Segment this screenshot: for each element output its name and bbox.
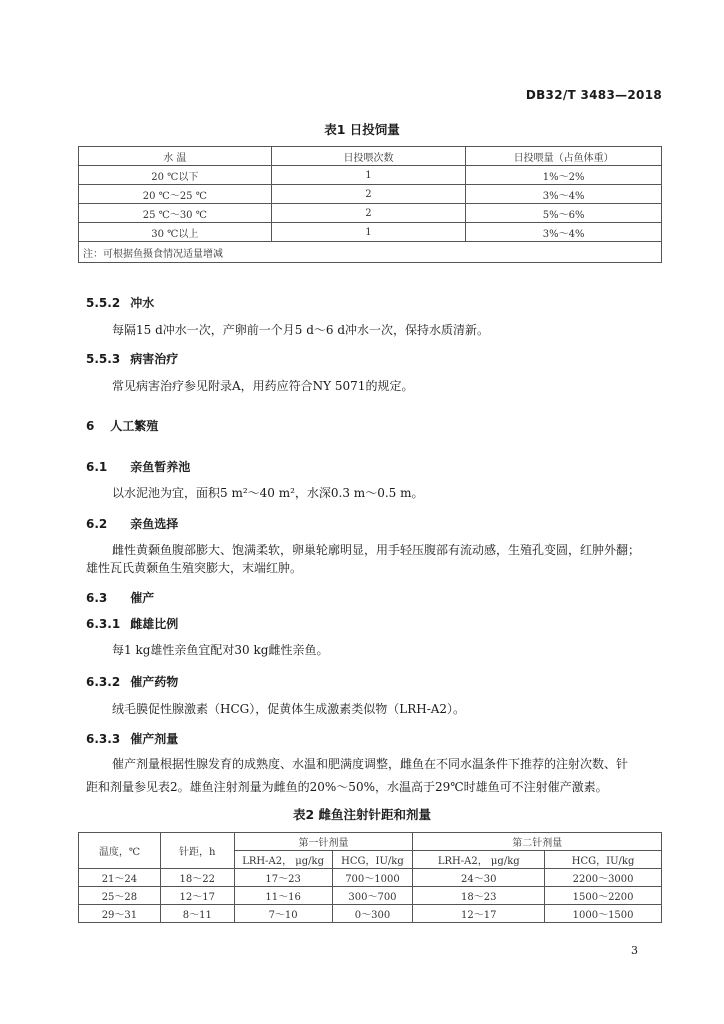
table-cell: 2200～3000: [545, 869, 662, 887]
table-note: 注：可根据鱼摄食情况适量增减: [79, 242, 662, 263]
table-cell: 1500～2200: [545, 887, 662, 905]
table-cell: 1%～2%: [466, 166, 662, 185]
header-cell: LRH-A2， μg/kg: [234, 851, 332, 869]
table-row: [79, 223, 662, 242]
header-cell: 第一针剂量: [234, 833, 413, 851]
table-cell: 300～700: [332, 887, 413, 905]
table-cell: 20 ℃以下: [79, 166, 272, 185]
paragraph: 常见病害治疗参见附录A，用药应符合NY 5071的规定。: [112, 379, 414, 393]
section-6-2-heading: [86, 515, 178, 532]
section-title: 人工繁殖: [110, 419, 159, 433]
header-cell: 日投喂量（占鱼体重）: [466, 147, 662, 166]
table-row: [79, 166, 662, 185]
header-cell: HCG，IU/kg: [545, 851, 662, 869]
section-title: 亲鱼选择: [130, 517, 179, 531]
table-cell: 29～31: [79, 905, 161, 923]
section-6-1-heading: [86, 458, 190, 475]
table-cell: 1000～1500: [545, 905, 662, 923]
page-number: 3: [631, 944, 638, 957]
table-cell: 700～1000: [332, 869, 413, 887]
section-title: 催产: [130, 591, 155, 605]
table-cell: 2: [271, 185, 466, 204]
header-cell: 第二针剂量: [413, 833, 662, 851]
section-6-heading: [86, 417, 158, 434]
table1-caption: 表1 日投饲量: [324, 122, 400, 137]
header-cell: HCG，IU/kg: [332, 851, 413, 869]
table-cell: 25～28: [79, 887, 161, 905]
table-row: [79, 869, 662, 887]
table-cell: 12～17: [160, 887, 234, 905]
section-6-3-2-heading: [86, 673, 178, 690]
table-row: [79, 204, 662, 223]
section-number: 5.5.2: [86, 296, 121, 310]
header-cell: 针距，h: [160, 833, 234, 869]
table-cell: 3%～4%: [466, 223, 662, 242]
table-row: [79, 887, 662, 905]
table-cell: 3%～4%: [466, 185, 662, 204]
header-cell: 温度，℃: [79, 833, 161, 869]
section-6-3-3-heading: [86, 730, 178, 747]
header-cell: 水 温: [79, 147, 272, 166]
paragraph: 每隔15 d冲水一次，产卵前一个月5 d～6 d冲水一次，保持水质清新。: [112, 323, 490, 337]
table-cell: 25 ℃～30 ℃: [79, 204, 272, 223]
section-5-5-3-heading: [86, 350, 178, 367]
section-title: 亲鱼暂养池: [130, 460, 191, 474]
section-number: 6.3.3: [86, 732, 121, 746]
table-header-row: [79, 147, 662, 166]
table-header-row: [79, 833, 662, 851]
section-6-3-heading: [86, 589, 154, 606]
paragraph: 距和剂量参见表2。雄鱼注射剂量为雌鱼的20%～50%，水温高于29℃时雄鱼可不注射催产激素。: [86, 780, 608, 794]
paragraph: 催产剂量根据性腺发育的成熟度、水温和肥满度调整，雌鱼在不同水温条件下推荐的注射次数、针: [112, 757, 629, 771]
table-row: [79, 185, 662, 204]
table-cell: 18～22: [160, 869, 234, 887]
table-note-row: [79, 242, 662, 263]
table-cell: 2: [271, 204, 466, 223]
document-number: DB32/T 3483—2018: [525, 88, 662, 102]
table-cell: 0～300: [332, 905, 413, 923]
table2-caption: 表2 雌鱼注射针距和剂量: [292, 807, 432, 822]
daily-feeding-table: [78, 146, 662, 263]
table-cell: 11～16: [234, 887, 332, 905]
header-cell: 日投喂次数: [271, 147, 466, 166]
section-title: 雌雄比例: [130, 617, 179, 631]
table-cell: 7～10: [234, 905, 332, 923]
section-number: 5.5.3: [86, 352, 121, 366]
table-cell: 21～24: [79, 869, 161, 887]
injection-dose-table: [78, 832, 662, 923]
header-cell: LRH-A2， μg/kg: [413, 851, 545, 869]
section-title: 病害治疗: [130, 352, 179, 366]
section-title: 催产药物: [130, 675, 179, 689]
section-5-5-2-heading: [86, 294, 154, 311]
table-cell: 17～23: [234, 869, 332, 887]
section-number: 6.2: [86, 517, 108, 531]
table-cell: 5%～6%: [466, 204, 662, 223]
table-cell: 1: [271, 223, 466, 242]
section-number: 6.3.2: [86, 675, 121, 689]
paragraph: 每1 kg雄性亲鱼宜配对30 kg雌性亲鱼。: [112, 643, 329, 657]
paragraph: 雌性黄颡鱼腹部膨大、饱满柔软，卵巢轮廓明显，用手轻压腹部有流动感，生殖孔变圆，红肿外翻；: [112, 543, 641, 557]
table-cell: 18～23: [413, 887, 545, 905]
paragraph: 雄性瓦氏黄颡鱼生殖突膨大，末端红肿。: [86, 561, 303, 575]
table-cell: 8～11: [160, 905, 234, 923]
section-number: 6.3.1: [86, 617, 121, 631]
table-cell: 1: [271, 166, 466, 185]
section-title: 冲水: [130, 296, 155, 310]
section-title: 催产剂量: [130, 732, 179, 746]
paragraph: 绒毛膜促性腺激素（HCG），促黄体生成激素类似物（LRH-A2）。: [112, 702, 466, 716]
section-6-3-1-heading: [86, 615, 178, 632]
table-cell: 30 ℃以上: [79, 223, 272, 242]
table-cell: 24～30: [413, 869, 545, 887]
table-row: [79, 905, 662, 923]
section-number: 6: [86, 419, 95, 433]
paragraph: 以水泥池为宜，面积5 m²～40 m²，水深0.3 m～0.5 m。: [112, 486, 424, 500]
section-number: 6.3: [86, 591, 108, 605]
table-cell: 12～17: [413, 905, 545, 923]
section-number: 6.1: [86, 460, 108, 474]
table-cell: 20 ℃～25 ℃: [79, 185, 272, 204]
